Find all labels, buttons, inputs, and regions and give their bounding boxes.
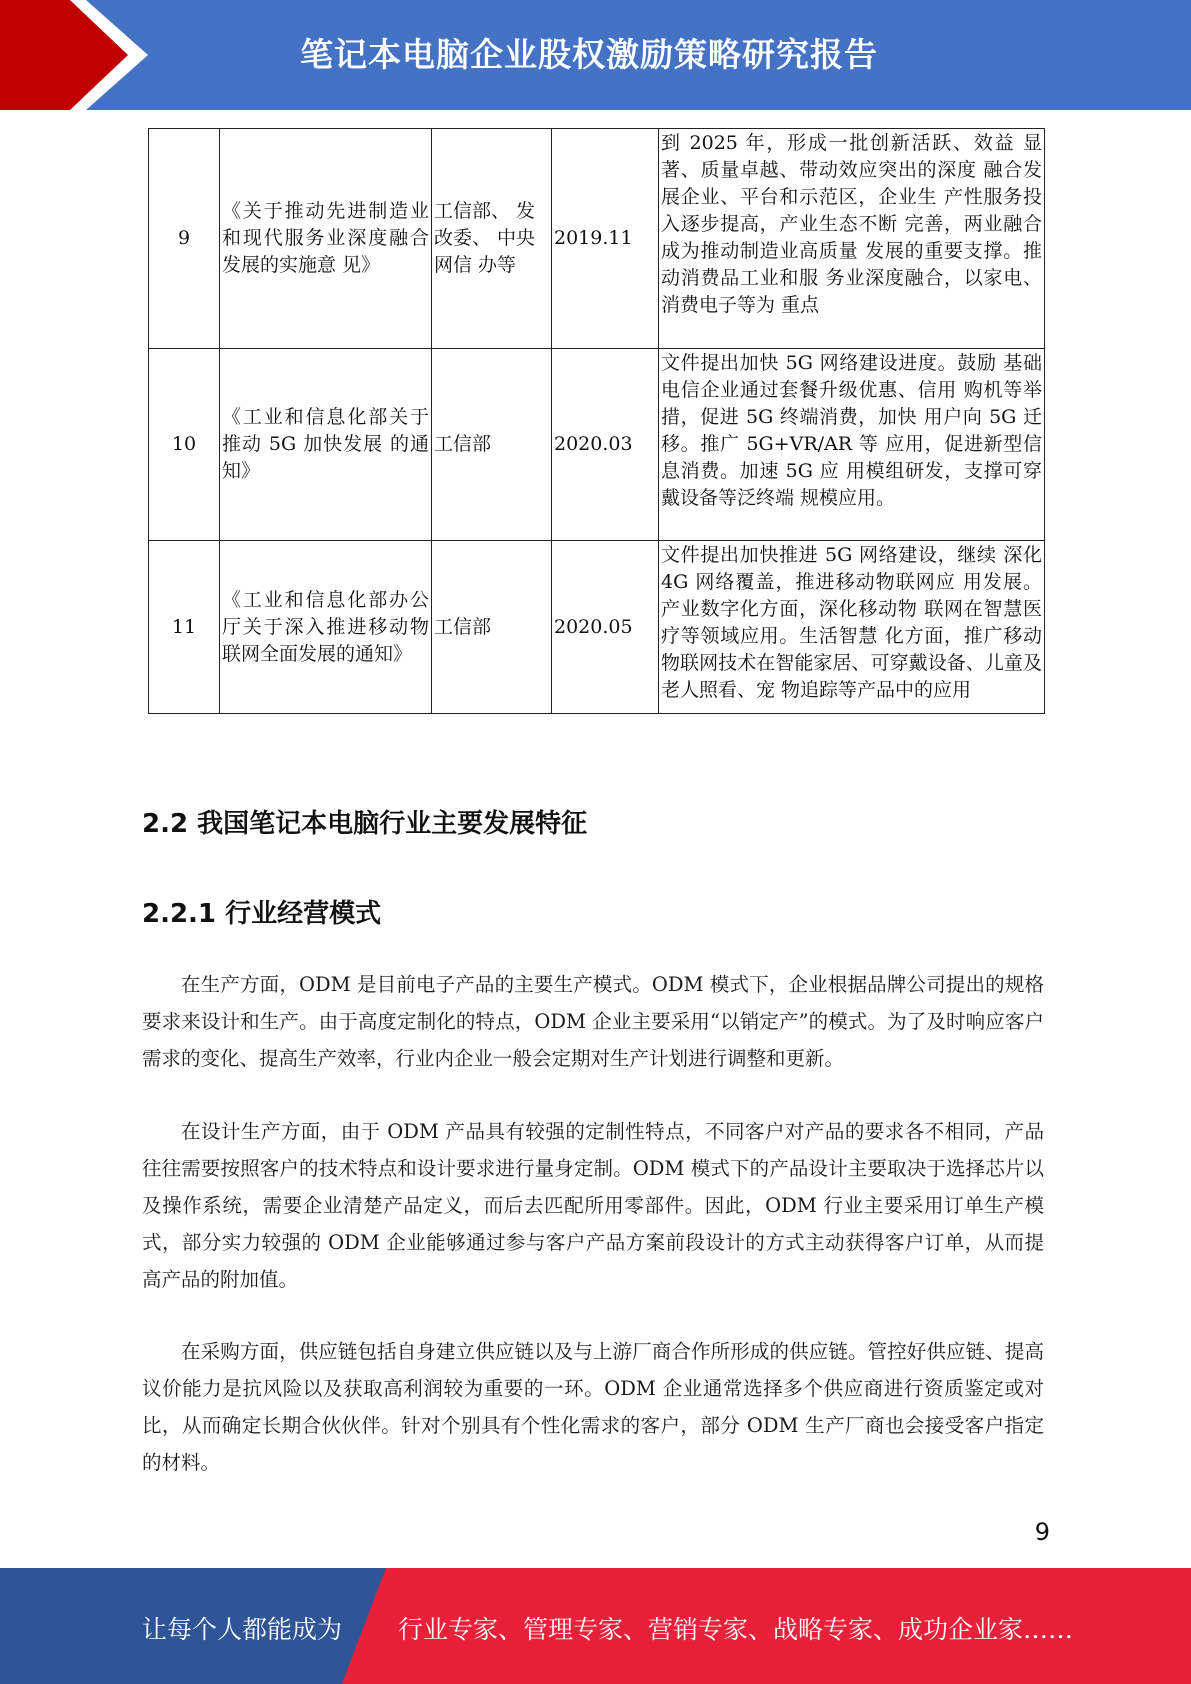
- table-row: [149, 129, 1045, 349]
- table-row: [149, 541, 1045, 714]
- policy-number: 10: [149, 349, 220, 541]
- footer-slogan-roles: 行业专家、管理专家、营销专家、战略专家、成功企业家……: [398, 1615, 1074, 1644]
- report-header: [0, 0, 1191, 110]
- body-paragraph: 在设计生产方面，由于 ODM 产品具有较强的定制性特点，不同客户对产品的要求各不相同，产品往往需要按照客户的技术特点和设计要求进行量身定制。ODM 模式下的产品设计主要取决于选择芯片以及操作系统，需要企业清楚产品定义，而后去匹配所用零部件。因此，ODM 行业主要采用订单生产模式，部分实力较强的 ODM 企业能够通过参与客户产品方案前段设计的方式主动获得客户订单，从而提高产品的附加值。: [142, 1120, 1044, 1291]
- policy-department: 工信部: [432, 349, 552, 541]
- subsection-heading: 2.2.1 行业经营模式: [142, 899, 382, 929]
- body-paragraph: 在生产方面，ODM 是目前电子产品的主要生产模式。ODM 模式下，企业根据品牌公司提出的规格要求来设计和生产。由于高度定制化的特点，ODM 企业主要采用“以销定产”的模式。为了及时响应客户需求的变化、提高生产效率，行业内企业一般会定期对生产计划进行调整和更新。: [142, 973, 1044, 1070]
- policy-date: 2019.11: [552, 129, 659, 349]
- policy-description: 文件提出加快推进 5G 网络建设，继续 深化 4G 网络覆盖，推进移动物联网应 用发展。产业数字化方面，深化移动物 联网在智慧医疗等领域应用。生活智慧 化方面，推广移动物联网技术在智能家居、可穿戴设备、儿童及老人照看、宠 物追踪等产品中的应用: [661, 544, 1042, 701]
- policy-number: 9: [149, 129, 220, 349]
- report-title: 笔记本电脑企业股权激励策略研究报告: [300, 34, 878, 74]
- policy-department: 工信部: [432, 541, 552, 714]
- section-heading: 2.2 我国笔记本电脑行业主要发展特征: [142, 809, 588, 839]
- policy-name: 《工业和信息化部关于推动 5G 加快发展 的通知》: [220, 349, 432, 541]
- policy-date: 2020.05: [552, 541, 659, 714]
- page-number: 9: [1034, 1518, 1050, 1546]
- body-paragraph: 在采购方面，供应链包括自身建立供应链以及与上游厂商合作所形成的供应链。管控好供应链、提高议价能力是抗风险以及获取高利润较为重要的一环。ODM 企业通常选择多个供应商进行资质鉴定或对比，从而确定长期合伙伙伴。针对个别具有个性化需求的客户，部分 ODM 生产厂商也会接受客户指定的材料。: [142, 1340, 1044, 1474]
- policy-table: [148, 128, 1045, 714]
- policy-name: 《工业和信息化部办公厅关于深入推进移动物联网全面发展的通知》: [220, 541, 432, 714]
- policy-name: 《关于推动先进制造业和现代服务业深度融合发展的实施意 见》: [220, 129, 432, 349]
- report-footer: [0, 1568, 1191, 1684]
- header-arrow-icon: [0, 0, 160, 110]
- table-row: [149, 349, 1045, 541]
- policy-description-cell: [659, 541, 1045, 714]
- policy-department: 工信部、 发改委、 中央网信 办等: [432, 129, 552, 349]
- policy-description: 到 2025 年，形成一批创新活跃、效益 显著、质量卓越、带动效应突出的深度 融合发展企业、平台和示范区，企业生 产性服务投入逐步提高，产业生态不断 完善，两业融合成为推动制造业高质量 发展的重要支撑。推动消费品工业和服 务业深度融合，以家电、消费电子等为 重点: [659, 129, 1045, 349]
- policy-number: 11: [149, 541, 220, 714]
- policy-description: 文件提出加快 5G 网络建设进度。鼓励 基础电信企业通过套餐升级优惠、信用 购机等举措，促进 5G 终端消费，加快 用户向 5G 迁移。推广 5G+VR/AR 等 应用，促进新型信息消费。加速 5G 应 用模组研发，支撑可穿戴设备等泛终端 规模应用。: [659, 349, 1045, 541]
- footer-slogan-lead: 让每个人都能成为: [142, 1615, 343, 1644]
- policy-date: 2020.03: [552, 349, 659, 541]
